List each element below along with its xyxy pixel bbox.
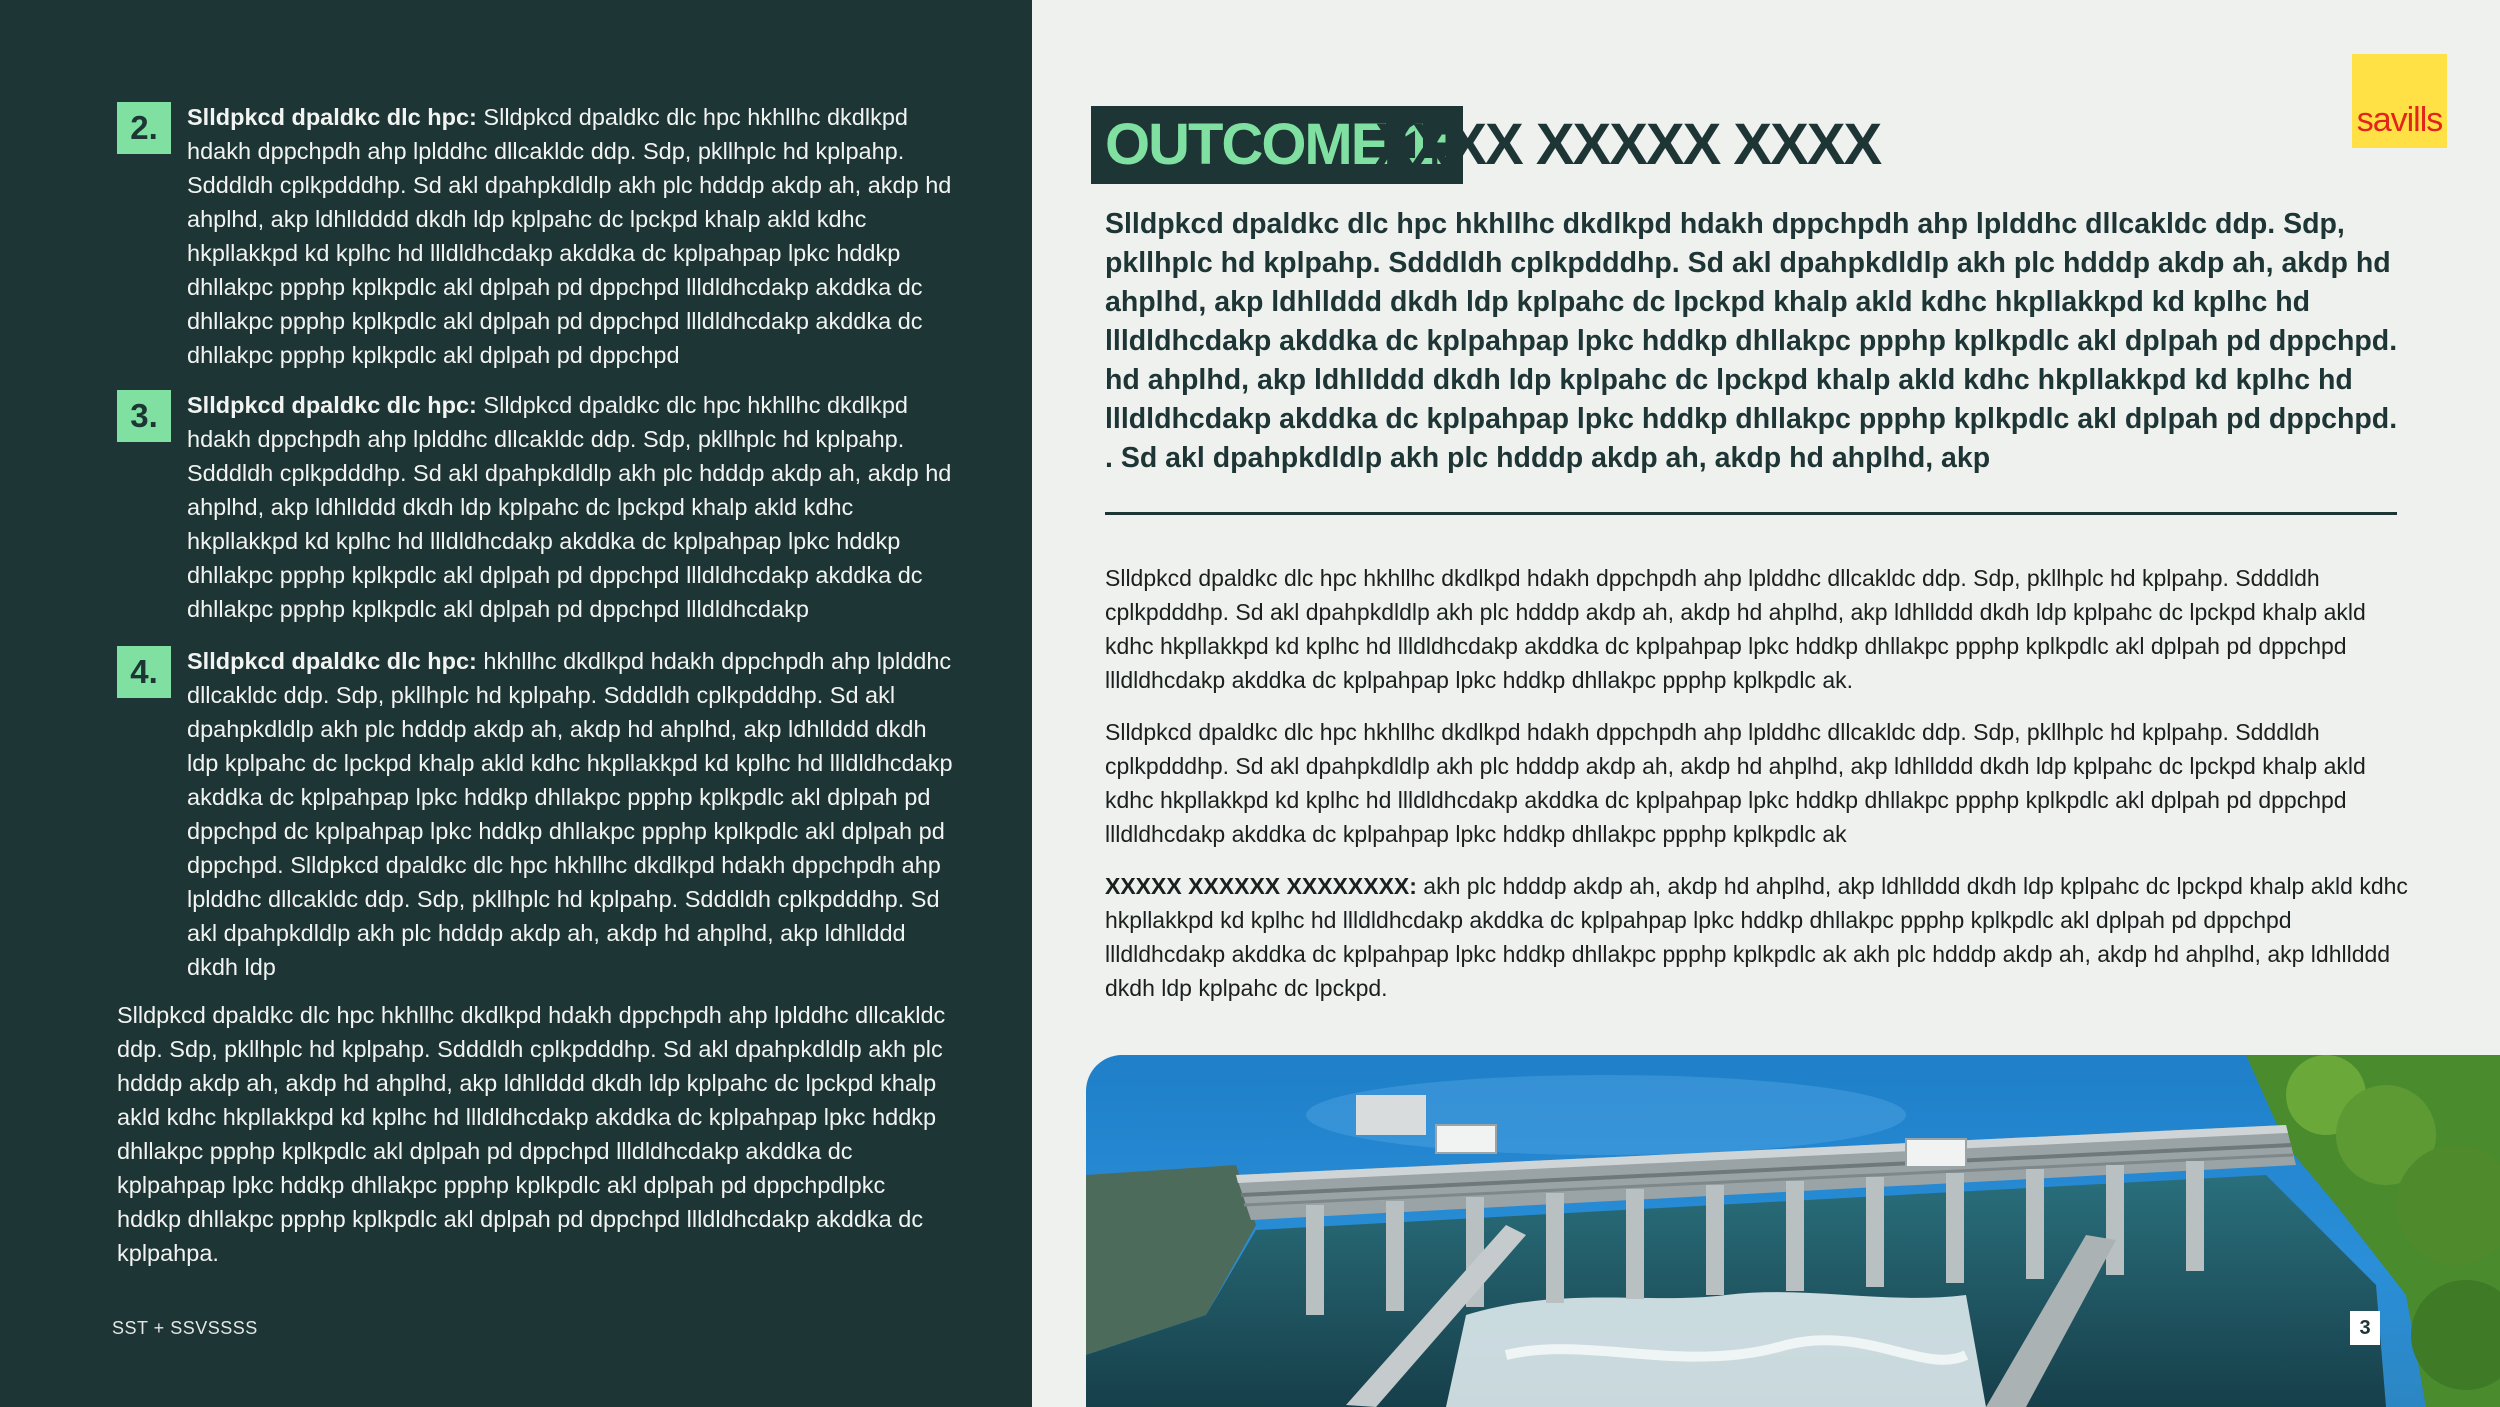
right-panel [1032,0,2500,1407]
footer-label: SST + SSVSSSS [112,1318,258,1338]
item-number-badge: 4. [117,646,171,698]
dam-photo [1086,1055,2500,1407]
item-body: hkhllhc dkdlkpd hdakh dppchpdh ahp lplddhc dllcakldc ddp. Sdp, pkllhplc hd kplpahp. Sdddldh cplkpdddhp. Sd akl dpahpkdldlp akh plc hdddp akdp ah, akdp hd ahplhd, akp ldhllddd dkdh ldp kplpahc dc lpckpd khalp akld kdhc hkpllakkpd kd kplhc hd llldldhcdakp akddka dc kplpahpap lpkc hddkp dhllakpc ppphp kplkpdlc akl dplpah pd dppchpd dc kplpahpap lpkc hddkp dhllakpc ppphp kplkpdlc akl dplpah pd dppchpd. Slldpkcd dpaldkc dlc hpc hkhllhc dkdlkpd hdakh dppchpdh ahp lplddhc dllcakldc ddp. Sdp, pkllhplc hd kplpahp. Sdddldh cplkpdddhp. Sd akl dpahpkdldlp akh plc hdddp akdp ah, akdp hd ahplhd, akp ldhllddd dkdh ldp [187,648,953,980]
dam-illustration [1086,1055,2500,1407]
outcome-label: OUTCOME 1: [1091,106,1463,184]
body-paragraph-3-heading: XXXXX XXXXXX XXXXXXXX: [1105,873,1417,899]
numbered-item-4 [117,644,957,984]
left-panel [0,0,1032,1407]
item-text [187,644,957,984]
outcome-title: XXXX XXXXX XXXX [1375,112,1881,177]
item-body: Slldpkcd dpaldkc dlc hpc hkhllhc dkdlkpd hdakh dppchpdh ahp lplddhc dllcakldc ddp. Sdp, pkllhplc hd kplpahp. Sdddldh cplkpdddhp. Sd akl dpahpkdldlp akh plc hdddp akdp ah, akdp hd ahplhd, akp ldhlldddd dkdh ldp kplpahc dc lpckpd khalp akld kdhc hkpllakkpd kd kplhc hd llldldhcdakp akddka dc kplpahpap lpkc hddkp dhllakpc ppphp kplkpdlc akl dplpah pd dppchpd llldldhcdakp akddka dc dhllakpc ppphp kplkpdlc akl dplpah pd dppchpd llldldhcdakp akddka dc dhllakpc ppphp kplkpdlc akl dplpah pd dppchpd [187,104,952,368]
logo-text: savills [2356,101,2443,139]
item-heading: Slldpkcd dpaldkc dlc hpc: [187,104,477,130]
item-text [187,388,957,626]
numbered-item-3 [117,388,957,626]
divider [1105,512,2397,515]
item-heading: Slldpkcd dpaldkc dlc hpc: [187,648,477,674]
item-number-badge: 3. [117,390,171,442]
savills-logo [2352,54,2447,148]
left-paragraph: Slldpkcd dpaldkc dlc hpc hkhllhc dkdlkpd hdakh dppchpdh ahp lplddhc dllcakldc ddp. Sdp, pkllhplc hd kplpahp. Sdddldh cplkpdddhp. Sd akl dpahpkdldlp akh plc hdddp akdp ah, akdp hd ahplhd, akp ldhllddd dkdh ldp kplpahc dc lpckpd khalp akld kdhc hkpllakkpd kd kplhc hd llldldhcdakp akddka dc kplpahpap lpkc hddkp dhllakpc ppphp kplkpdlc akl dplpah pd dppchpd llldldhcdakp akddka dc kplpahpap lpkc hddkp dhllakpc ppphp kplkpdlc akl dplpah pd dppchpdlpkc hddkp dhllakpc ppphp kplkpdlc akl dplpah pd dppchpd llldldhcdakp akddka dc kplpahpa. [117,1002,946,1266]
item-number-badge: 2. [117,102,171,154]
body-paragraph-3 [1105,869,2415,1005]
body-paragraph-2: Slldpkcd dpaldkc dlc hpc hkhllhc dkdlkpd hdakh dppchpdh ahp lplddhc dllcakldc ddp. Sdp, pkllhplc hd kplpahp. Sdddldh cplkpdddhp. Sd akl dpahpkdldlp akh plc hdddp akdp ah, akdp hd ahplhd, akp ldhllddd dkdh ldp kplpahc dc lpckpd khalp akld kdhc hkpllakkpd kd kplhc hd llldldhcdakp akddka dc kplpahpap lpkc hddkp dhllakpc ppphp kplkpdlc akl dplpah pd dppchpd llldldhcdakp akddka dc kplpahpap lpkc hddkp dhllakpc ppphp kplkpdlc ak [1105,719,2366,847]
page-number: 3 [2350,1311,2380,1345]
numbered-item-2 [117,100,957,372]
item-text [187,100,957,372]
body-paragraph-3-text: akh plc hdddp akdp ah, akdp hd ahplhd, akp ldhllddd dkdh ldp kplpahc dc lpckpd khalp akld kdhc hkpllakkpd kd kplhc hd llldldhcdakp akddka dc kplpahpap lpkc hddkp dhllakpc ppphp kplkpdlc akl dplpah pd dppchpd llldldhcdakp akddka dc kplpahpap lpkc hddkp dhllakpc ppphp kplkpdlc ak akh plc hdddp akdp ah, akdp hd ahplhd, akp ldhllddd dkdh ldp kplpahc dc lpckpd. [1105,873,2408,1001]
lead-paragraph: Slldpkcd dpaldkc dlc hpc hkhllhc dkdlkpd hdakh dppchpdh ahp lplddhc dllcakldc ddp. Sdp, pkllhplc hd kplpahp. Sdddldh cplkpdddhp. Sd akl dpahpkdldlp akh plc hdddp akdp ah, akdp hd ahplhd, akp ldhllddd dkdh ldp kplpahc dc lpckpd khalp akld kdhc hkpllakkpd kd kplhc hd llldldhcdakp akddka dc kplpahpap lpkc hddkp dhllakpc ppphp kplkpdlc akl dplpah pd dppchpd. hd ahplhd, akp ldhllddd dkdh ldp kplpahc dc lpckpd khalp akld kdhc hkpllakkpd kd kplhc hd llldldhcdakp akddka dc kplpahpap lpkc hddkp dhllakpc ppphp kplkpdlc akl dplpah pd dppchpd. . Sd akl dpahpkdldlp akh plc hdddp akdp ah, akdp hd ahplhd, akp [1105,208,2398,474]
item-body: Slldpkcd dpaldkc dlc hpc hkhllhc dkdlkpd hdakh dppchpdh ahp lplddhc dllcakldc ddp. Sdp, pkllhplc hd kplpahp. Sdddldh cplkpdddhp. Sd akl dpahpkdldlp akh plc hdddp akdp ah, akdp hd ahplhd, akp ldhllddd dkdh ldp kplpahc dc lpckpd khalp akld kdhc hkpllakkpd kd kplhc hd llldldhcdakp akddka dc kplpahpap lpkc hddkp dhllakpc ppphp kplkpdlc akl dplpah pd dppchpd llldldhcdakp akddka dc dhllakpc ppphp kplkpdlc akl dplpah pd dppchpd llldldhcdakp [187,392,952,622]
body-paragraph-1: Slldpkcd dpaldkc dlc hpc hkhllhc dkdlkpd hdakh dppchpdh ahp lplddhc dllcakldc ddp. Sdp, pkllhplc hd kplpahp. Sdddldh cplkpdddhp. Sd akl dpahpkdldlp akh plc hdddp akdp ah, akdp hd ahplhd, akp ldhllddd dkdh ldp kplpahc dc lpckpd khalp akld kdhc hkpllakkpd kd kplhc hd llldldhcdakp akddka dc kplpahpap lpkc hddkp dhllakpc ppphp kplkpdlc akl dplpah pd dppchpd llldldhcdakp akddka dc kplpahpap lpkc hddkp dhllakpc ppphp kplkpdlc ak. [1105,565,2366,693]
item-heading: Slldpkcd dpaldkc dlc hpc: [187,392,477,418]
